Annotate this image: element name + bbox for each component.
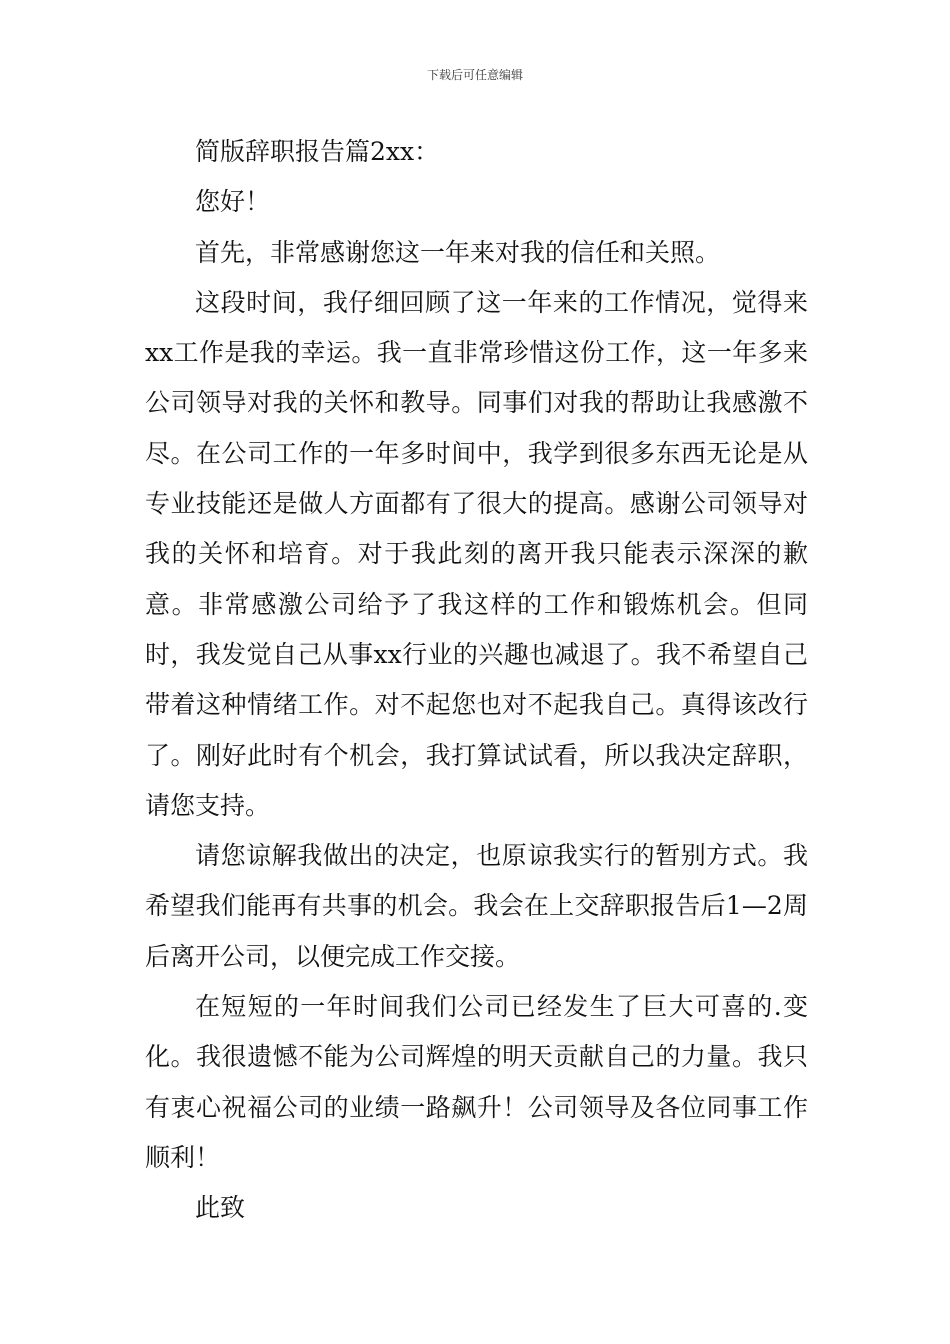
paragraph-main: 这段时间，我仔细回顾了这一年来的工作情况，觉得来xx工作是我的幸运。我一直非常珍惜这份工作，这一年多来公司领导对我的关怀和教导。同事们对我的帮助让我感激不尽。在公司工作的一年多时间中，我学到很多东西无论是从专业技能还是做人方面都有了很大的提高。感谢公司领导对我的关怀和培育。对于我此刻的离开我只能表示深深的歉意。非常感激公司给予了我这样的工作和锻炼机会。但同时，我发觉自己从事xx行业的兴趣也减退了。我不希望自己带着这种情绪工作。对不起您也对不起我自己。真得该改行了。刚好此时有个机会，我打算试试看，所以我决定辞职，请您支持。 [145,287,808,820]
paragraph-wishes: 在短短的一年时间我们公司已经发生了巨大可喜的.变化。我很遗憾不能为公司辉煌的明天贡献自己的力量。我只有衷心祝福公司的业绩一路飙升！公司领导及各位同事工作顺利！ [145,992,808,1172]
paragraph-request: 请您谅解我做出的决定，也原谅我实行的暂别方式。我希望我们能再有共事的机会。我会在上交辞职报告后1—2周后离开公司，以便完成工作交接。 [145,841,808,971]
paragraph-closing: 此致 [195,1193,246,1223]
document-body [145,127,808,1234]
header-note: 下载后可任意编辑 [426,68,523,82]
paragraph-title: 简版辞职报告篇2xx： [195,137,440,166]
paragraph-thanks: 首先，非常感谢您这一年来对我的信任和关照。 [195,237,721,267]
paragraph-greeting: 您好！ [195,187,271,217]
